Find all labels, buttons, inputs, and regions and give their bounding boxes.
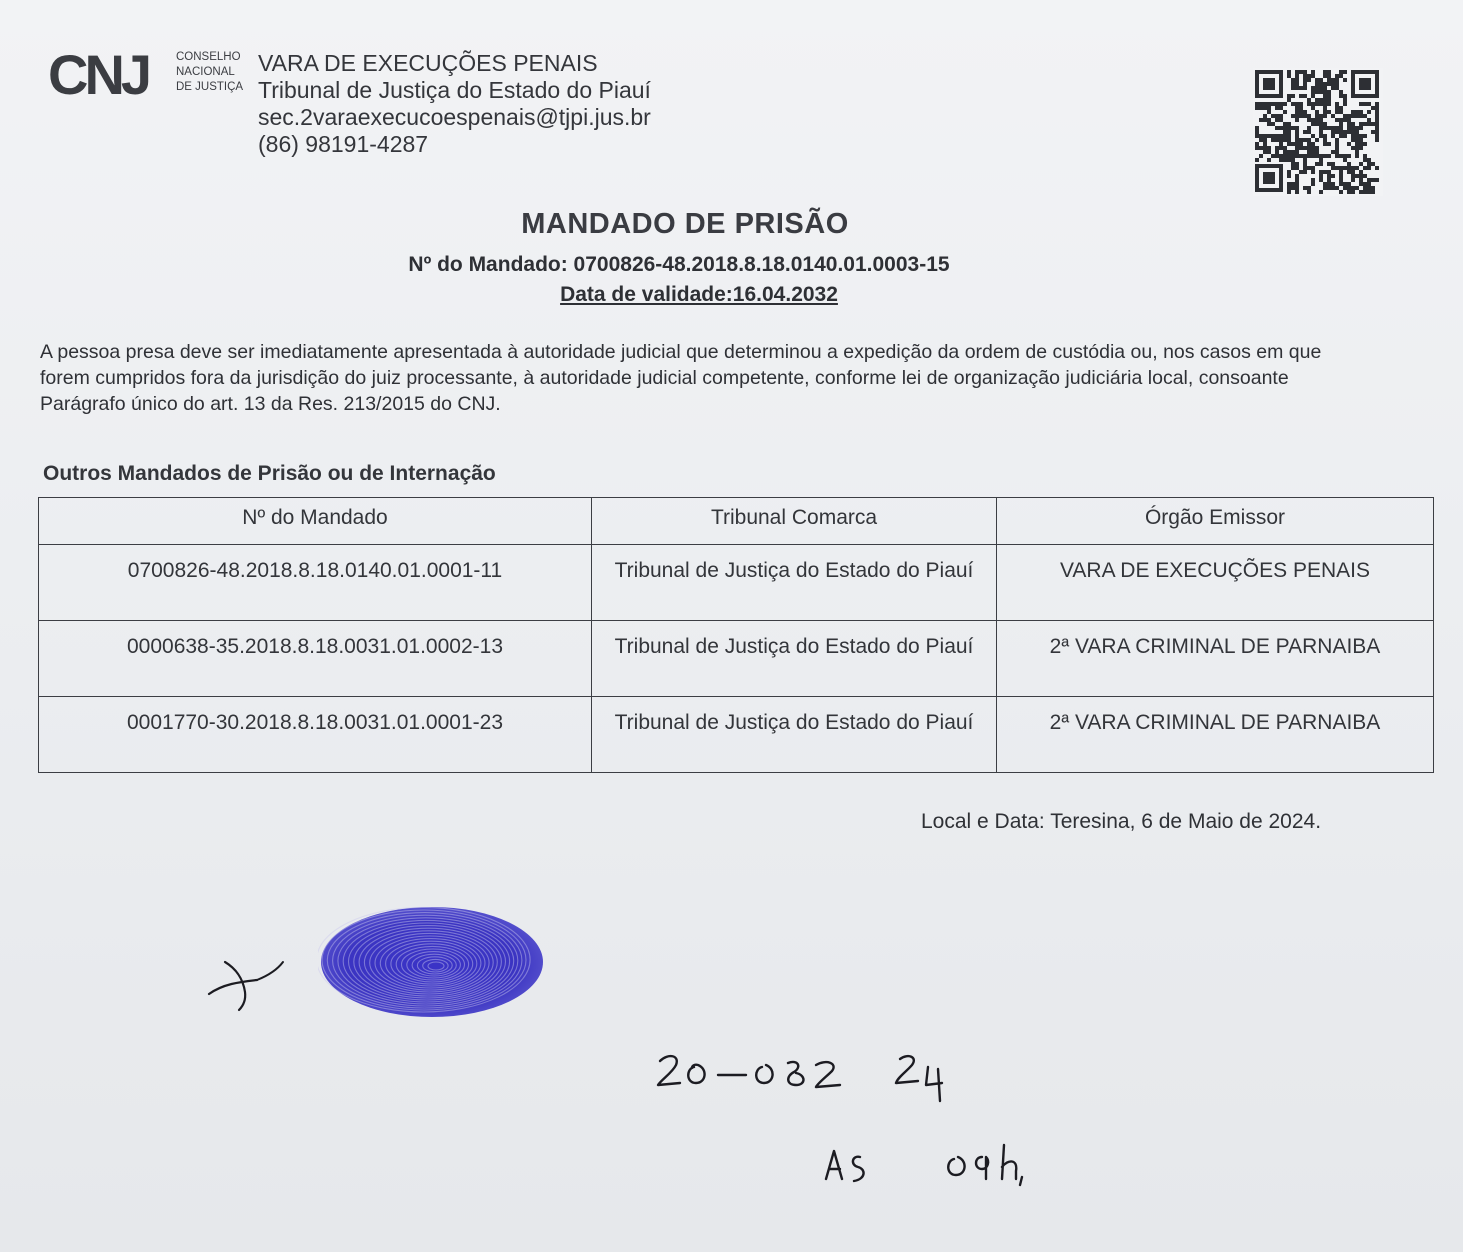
cell-numero: 0000638-35.2018.8.18.0031.01.0002-13 [39,621,592,697]
column-header-numero: Nº do Mandado [39,498,592,545]
other-warrants-title: Outros Mandados de Prisão ou de Internação [43,462,496,485]
cell-orgao: 2ª VARA CRIMINAL DE PARNAIBA [997,697,1434,773]
qr-finder-top-left [1255,70,1283,98]
court-phone: (86) 98191-4287 [258,131,429,157]
document-title: MANDADO DE PRISÃO [521,208,849,240]
qr-finder-bottom-left [1255,164,1283,192]
handwritten-date [650,1045,970,1125]
table-row [39,697,1434,773]
local-and-date: Local e Data: Teresina, 6 de Maio de 2024. [921,810,1322,833]
logo-word-2: NACIONAL [176,66,235,78]
column-header-orgao: Órgão Emissor [997,498,1434,545]
validity-date: Data de validade:16.04.2032 [560,283,838,306]
cnj-logo [48,43,253,106]
court-header [258,50,651,158]
cell-orgao: 2ª VARA CRIMINAL DE PARNAIBA [997,621,1434,697]
column-header-tribunal: Tribunal Comarca [592,498,997,545]
qr-finder-top-right [1351,70,1379,98]
cnj-logo-words [176,50,243,95]
court-email: sec.2varaexecucoespenais@tjpi.jus.br [258,104,651,130]
custody-notice: A pessoa presa deve ser imediatamente apresentada à autoridade judicial que determinou a expedição da ordem de custódia ou, nos casos em que forem cumpridos fora da jurisdição do juiz processante, à autoridade judicial competente, conforme lei de organização judiciária local, consoante Parágrafo único do art. 13 da Res. 213/2015 do CNJ. [40,341,1322,415]
cell-tribunal: Tribunal de Justiça do Estado do Piauí [592,697,997,773]
handwritten-time [818,1135,1048,1215]
mandado-number: Nº do Mandado: 0700826-48.2018.8.18.0140.01.0003-15 [408,253,950,276]
cnj-logo-letters: CNJ [48,43,149,106]
logo-word-1: CONSELHO [176,51,241,63]
cell-numero: 0700826-48.2018.8.18.0140.01.0001-11 [39,545,592,621]
table-row [39,545,1434,621]
fingerprint-impression [318,904,546,1020]
cell-tribunal: Tribunal de Justiça do Estado do Piauí [592,621,997,697]
cell-orgao: VARA DE EXECUÇÕES PENAIS [997,545,1434,621]
table-header-row [39,498,1434,545]
logo-word-3: DE JUSTIÇA [176,81,244,93]
table-row [39,621,1434,697]
cell-tribunal: Tribunal de Justiça do Estado do Piauí [592,545,997,621]
other-warrants-table [38,497,1434,773]
cell-numero: 0001770-30.2018.8.18.0031.01.0001-23 [39,697,592,773]
qr-code [1253,68,1383,196]
signature-x-mark [205,948,287,1014]
court-name: VARA DE EXECUÇÕES PENAIS [258,50,598,76]
tribunal-name: Tribunal de Justiça do Estado do Piauí [258,77,651,103]
